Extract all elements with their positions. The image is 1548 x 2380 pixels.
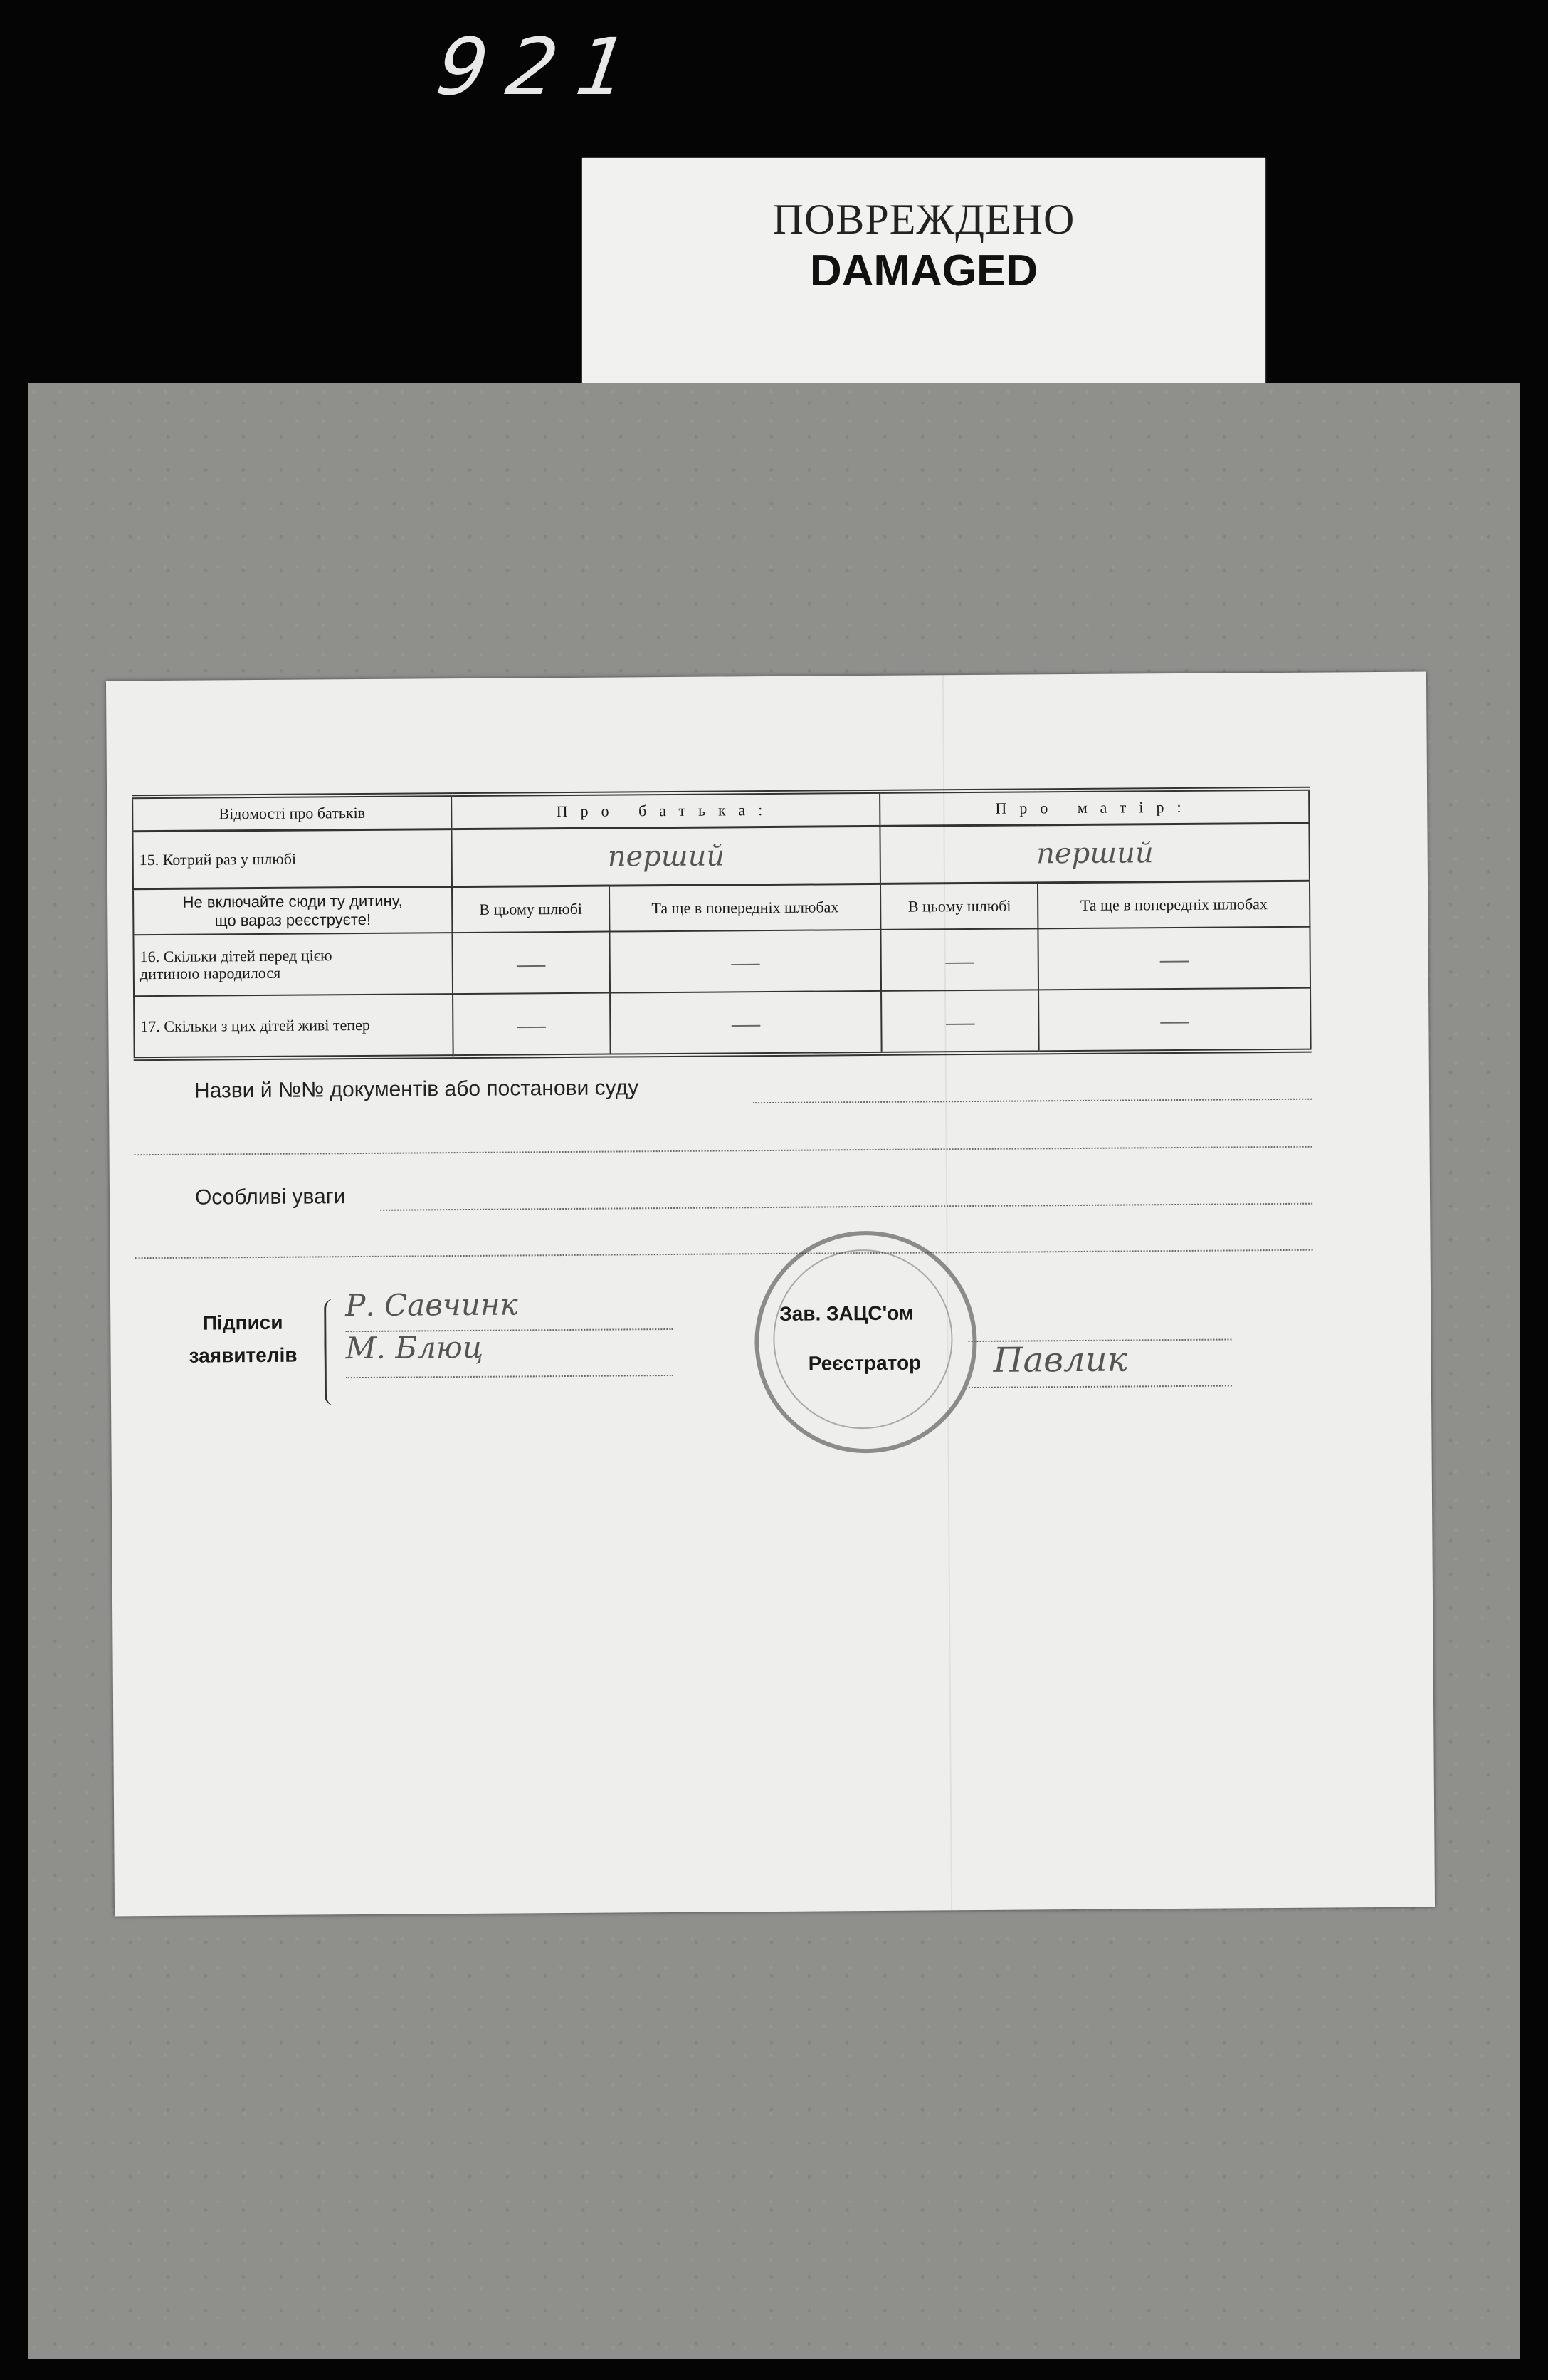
damaged-label-russian: ПОВРЕЖДЕНО <box>772 196 1075 243</box>
instruction-line1: Не включайте сюди ту дитину, <box>182 891 403 911</box>
row15-label: 15. Котрий раз у шлюбі <box>132 829 452 889</box>
row17-value: — <box>610 991 882 1056</box>
documents-field-line-2 <box>135 1146 1312 1156</box>
damaged-label-english: DAMAGED <box>809 246 1038 295</box>
header-parents-info: Відомості про батьків <box>132 795 451 832</box>
row17-value: — <box>453 993 611 1057</box>
row15-mother-value: перший <box>880 823 1310 884</box>
subheader-mother-previous: Та ще в попередніх шлюбах <box>1038 881 1310 928</box>
subheader-father-previous: Та ще в попередніх шлюбах <box>609 884 881 931</box>
row16-label <box>133 933 453 996</box>
header-father: Про батька: <box>451 792 880 829</box>
row16-value: — <box>609 930 881 993</box>
applicant1-signature: Р. Савчинк <box>344 1286 518 1323</box>
row17-label: 17. Скільки з цих дітей живі тепер <box>134 994 453 1059</box>
row16-label-line2: дитиною народилося <box>139 963 281 983</box>
signatures-label-line1: Підписи <box>202 1311 283 1334</box>
registrar-label: Реєстратор <box>808 1351 922 1375</box>
signature-line <box>346 1375 673 1378</box>
row16-value: — <box>881 928 1039 991</box>
table-row <box>133 881 1310 935</box>
subheader-father-this-marriage: В цьому шлюбі <box>452 886 609 933</box>
remarks-field-line <box>380 1203 1312 1211</box>
documents-field-line <box>753 1099 1312 1103</box>
applicants-signatures-label <box>189 1306 298 1373</box>
damaged-label <box>582 158 1265 386</box>
applicant2-signature: М. Блюц <box>345 1329 484 1366</box>
remarks-field-label: Особливі уваги <box>194 1185 346 1210</box>
registrar-signature: Павлик <box>993 1339 1128 1380</box>
row17-value: — <box>882 990 1040 1054</box>
row16-value: — <box>1038 927 1310 990</box>
frame-number: 921 <box>431 21 653 112</box>
row16-value: — <box>452 932 610 995</box>
signatures-label-line2: заявителів <box>189 1343 298 1367</box>
brace <box>324 1299 339 1405</box>
signature-line <box>969 1385 1232 1388</box>
official-stamp <box>754 1230 977 1454</box>
header-mother: Про матір: <box>880 789 1310 827</box>
instruction-note <box>133 887 452 935</box>
remarks-field-line-2 <box>135 1249 1313 1259</box>
table-row <box>134 988 1311 1059</box>
table-row <box>133 927 1310 997</box>
row15-father-value: перший <box>451 826 880 886</box>
instruction-line2: що вараз реєструєте! <box>214 910 372 930</box>
documents-field-label: Назви й №№ документів або постанови суду <box>194 1076 639 1103</box>
row17-value: — <box>1038 988 1310 1053</box>
parents-info-table <box>132 787 1312 1061</box>
row16-label-line1: 16. Скільки дітей перед цією <box>139 946 332 966</box>
head-of-office-label: Зав. ЗАЦС'ом <box>779 1301 914 1325</box>
form-sheet <box>106 672 1435 1917</box>
table-row <box>132 823 1310 889</box>
subheader-mother-this-marriage: В цьому шлюбі <box>880 883 1038 930</box>
